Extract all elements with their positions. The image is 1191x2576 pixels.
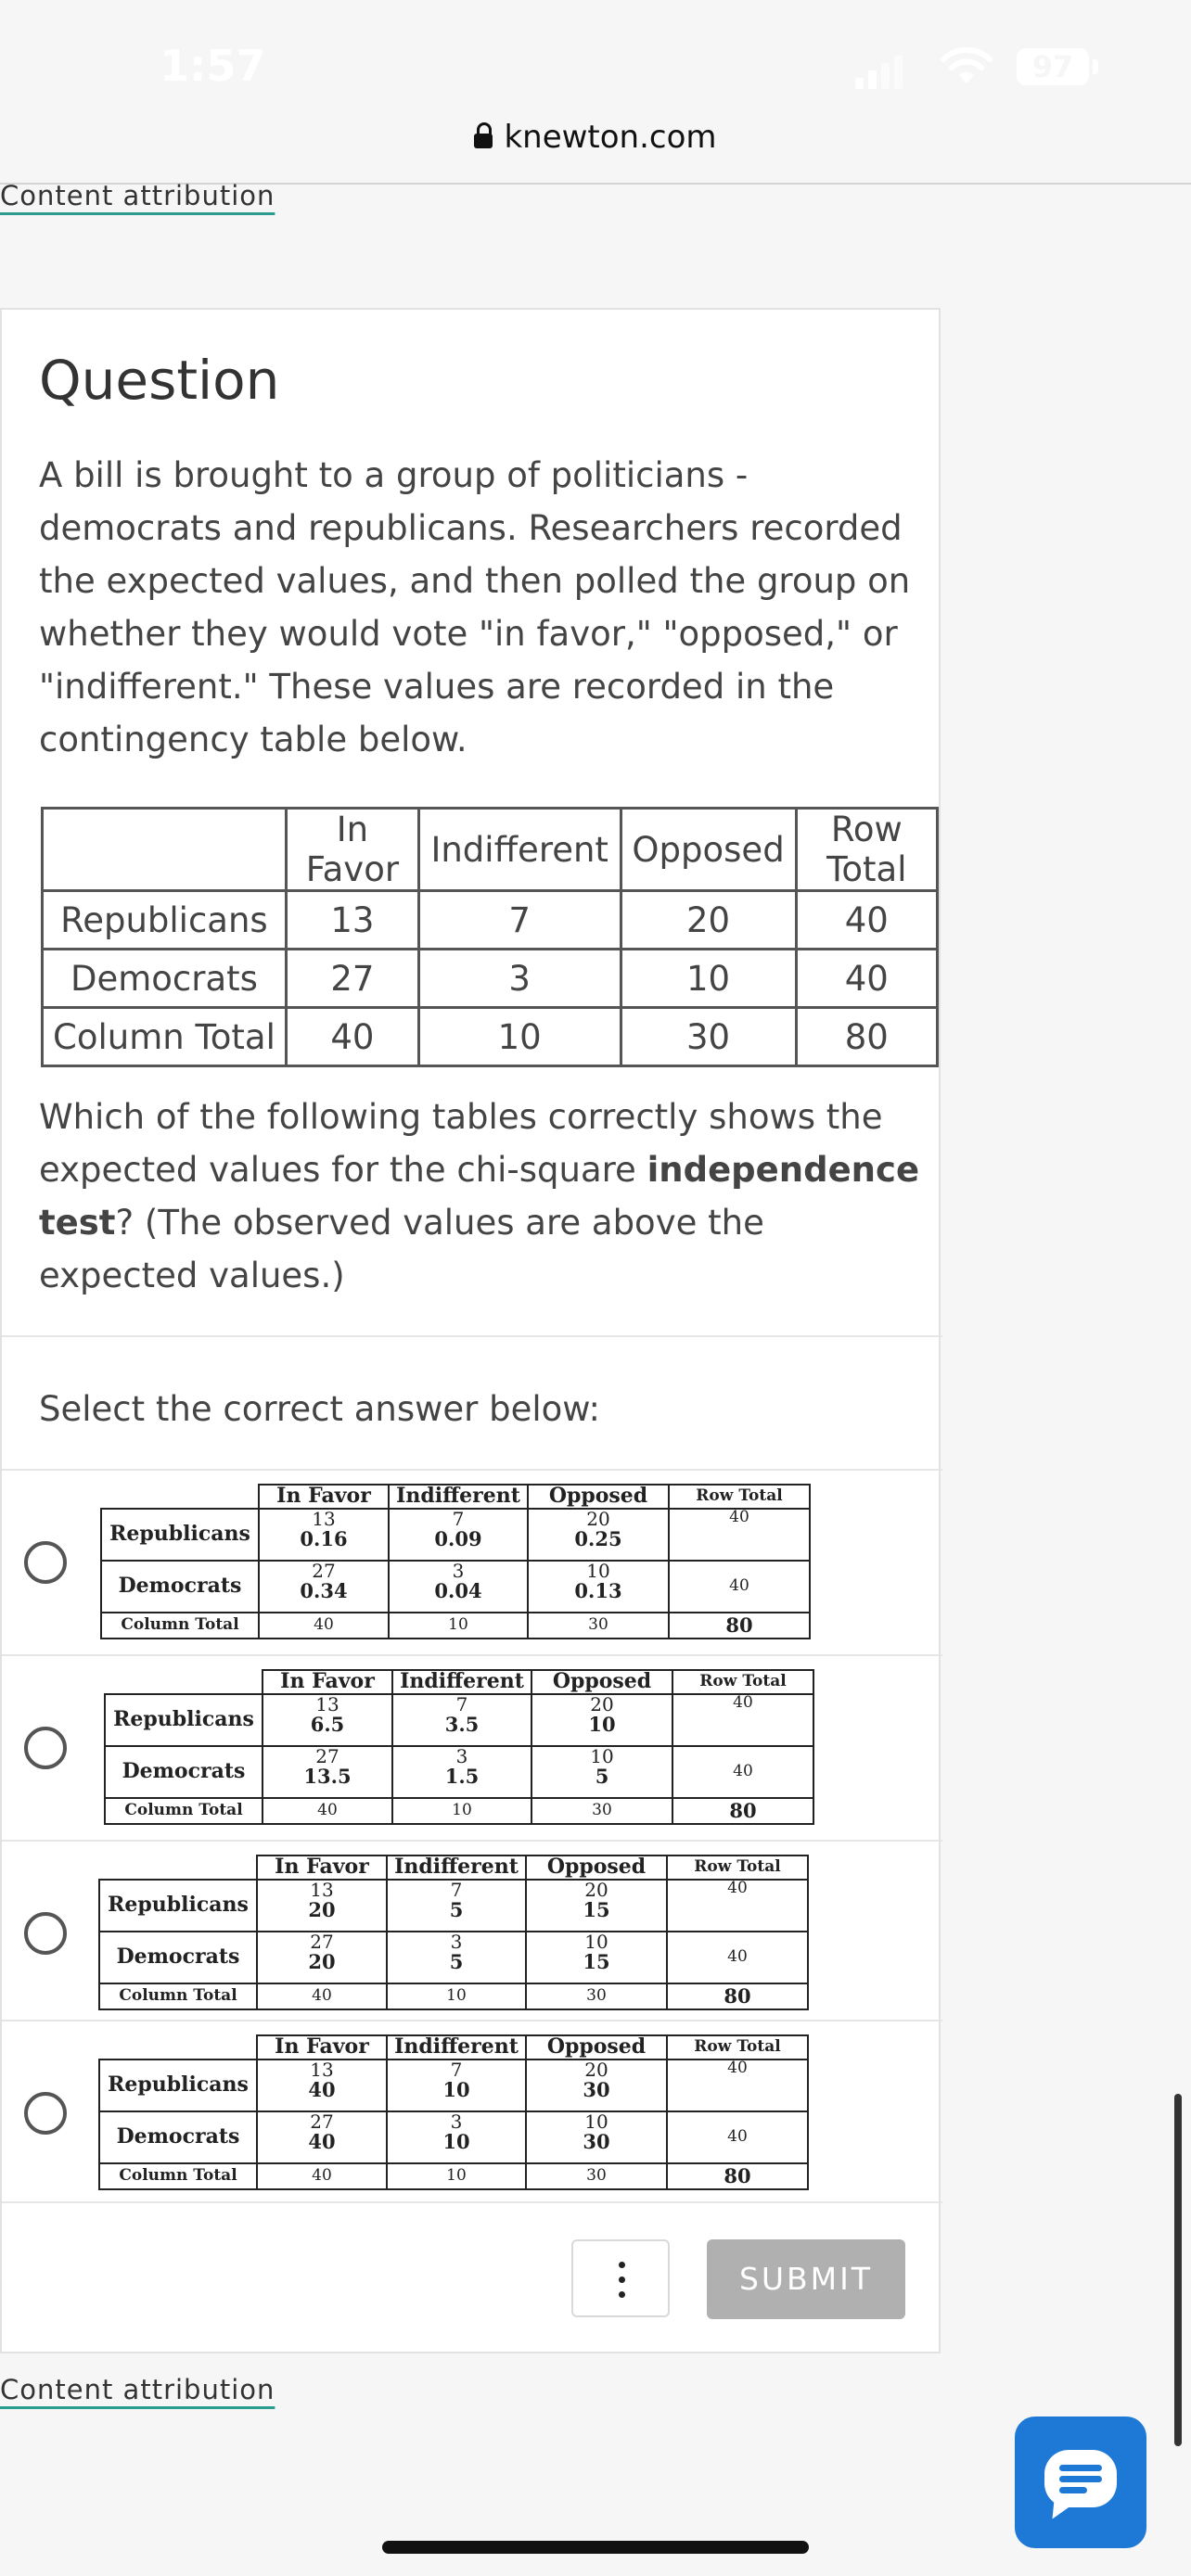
observed-value: 27	[310, 1931, 334, 1953]
prompt2-bold-test: test	[39, 1203, 116, 1243]
row-label: Republicans	[101, 1509, 259, 1561]
observed-value: 10	[584, 1931, 608, 1953]
table-cell	[257, 1880, 387, 1932]
table-cell	[667, 2060, 808, 2111]
row-label: Column Total	[105, 1798, 263, 1824]
expected-value: 40	[308, 2078, 336, 2101]
select-answer-label: Select the correct answer below:	[39, 1389, 600, 1429]
radio-button[interactable]	[24, 2092, 67, 2135]
observed-value: 13	[310, 1879, 334, 1901]
table-cell	[387, 2060, 526, 2111]
expected-value: 5	[595, 1765, 609, 1788]
observed-value: 27	[315, 1745, 339, 1767]
observed-value: 3	[450, 1931, 463, 1953]
table-header: In Favor	[257, 1855, 387, 1880]
chat-button[interactable]	[1015, 2417, 1146, 2548]
table-header: In Favor	[263, 1670, 392, 1694]
table-cell: 10	[387, 2163, 526, 2189]
row-label: Column Total	[99, 1983, 257, 2009]
expected-value: 0.25	[574, 1527, 622, 1550]
table-cell	[43, 809, 287, 891]
table-cell	[259, 1509, 389, 1561]
observed-value: 3	[450, 2111, 463, 2133]
table-cell: 7	[418, 891, 621, 950]
expected-value: 30	[583, 2078, 610, 2101]
row-label: Democrats	[101, 1561, 259, 1613]
expected-value: 20	[308, 1950, 336, 1973]
observed-value: 10	[586, 1560, 610, 1582]
expected-value: 3.5	[444, 1713, 480, 1736]
table-header: Row Total	[672, 1670, 813, 1694]
table-cell: 40	[796, 950, 937, 1008]
expected-value: 10	[442, 2130, 470, 2153]
table-cell	[259, 1561, 389, 1613]
table-cell: 10	[418, 1008, 621, 1066]
table-cell	[672, 1694, 813, 1746]
table-header-row	[43, 809, 938, 891]
chat-icon	[1044, 2450, 1117, 2507]
observed-value: 13	[312, 1508, 336, 1530]
table-cell: 30	[528, 1613, 669, 1639]
wifi-icon	[939, 46, 994, 87]
table-row	[99, 2163, 808, 2189]
table-cell	[672, 1746, 813, 1798]
table-cell	[531, 1746, 672, 1798]
table-cell: 80	[669, 1613, 810, 1639]
table-header: In Favor	[286, 809, 418, 891]
table-cell: 20	[621, 891, 796, 950]
observed-value: 40	[733, 1762, 753, 1781]
more-options-button[interactable]	[571, 2239, 670, 2317]
table-cell	[667, 2111, 808, 2163]
table-cell: 10	[389, 1613, 528, 1639]
table-header: Opposed	[528, 1485, 669, 1509]
table-row	[99, 1880, 808, 1932]
expected-value: 40	[308, 2130, 336, 2153]
row-label: Column Total	[99, 2163, 257, 2189]
table-cell	[389, 1509, 528, 1561]
battery-tip	[1093, 59, 1098, 74]
table-cell: 40	[796, 891, 937, 950]
expected-value: 5	[449, 1950, 464, 1973]
question-title: Question	[39, 349, 280, 412]
prompt2-bold-independence: independence	[647, 1150, 920, 1190]
table-cell: 40	[263, 1798, 392, 1824]
table-cell	[387, 1880, 526, 1932]
option-table	[100, 1484, 811, 1639]
table-row	[101, 1613, 810, 1639]
expected-value: 0.04	[434, 1579, 482, 1602]
option-table	[98, 2034, 809, 2190]
observed-value: 13	[315, 1693, 339, 1715]
observed-value: 20	[586, 1508, 610, 1530]
row-label: Democrats	[99, 2111, 257, 2163]
answer-option-2[interactable]	[2, 1654, 942, 1840]
status-time: 1:57	[160, 41, 266, 91]
radio-button[interactable]	[24, 1541, 67, 1584]
row-label: Republicans	[105, 1694, 263, 1746]
table-cell	[101, 1485, 259, 1509]
table-row	[105, 1694, 813, 1746]
row-label: Column Total	[101, 1613, 259, 1639]
table-header-row	[105, 1670, 813, 1694]
question-card	[0, 308, 941, 2353]
prompt2-text: Which of the following tables correctly shows the expected values for the chi-square	[39, 1097, 883, 1190]
table-cell: 40	[257, 1983, 387, 2009]
expected-value: 0.16	[300, 1527, 348, 1550]
table-cell: Republicans	[43, 891, 287, 950]
observed-value: 40	[733, 1693, 753, 1712]
expected-value: 10	[588, 1713, 616, 1736]
lock-icon	[474, 134, 493, 148]
option-table	[98, 1855, 809, 2010]
row-label: Republicans	[99, 2060, 257, 2111]
table-row	[99, 1983, 808, 2009]
expected-value: 0.09	[434, 1527, 482, 1550]
table-cell	[667, 1880, 808, 1932]
table-cell	[105, 1670, 263, 1694]
table-row	[99, 2111, 808, 2163]
table-cell: 30	[526, 1983, 667, 2009]
table-row	[99, 1932, 808, 1983]
table-cell	[263, 1694, 392, 1746]
table-cell: 80	[667, 2163, 808, 2189]
section-divider	[2, 1335, 942, 1337]
url-display[interactable]	[474, 119, 716, 156]
table-cell	[257, 1932, 387, 1983]
table-header: Row Total	[669, 1485, 810, 1509]
prompt2-text-end: ? (The observed values are above the expected values.)	[39, 1203, 764, 1295]
question-prompt-2	[39, 1090, 920, 1302]
observed-value: 10	[590, 1745, 614, 1767]
table-cell: 40	[257, 2163, 387, 2189]
observed-value: 13	[310, 2059, 334, 2081]
table-cell	[531, 1694, 672, 1746]
table-header: Opposed	[526, 1855, 667, 1880]
observed-value: 3	[452, 1560, 465, 1582]
cellular-signal-icon	[855, 52, 903, 89]
submit-button[interactable]: SUBMIT	[707, 2239, 905, 2319]
answer-option-3[interactable]	[2, 1840, 942, 2025]
table-header: Opposed	[621, 809, 796, 891]
observed-value: 40	[729, 1576, 749, 1596]
vertical-dots-icon	[619, 2262, 626, 2299]
table-cell	[263, 1746, 392, 1798]
table-cell	[389, 1561, 528, 1613]
option-table	[104, 1669, 814, 1825]
table-cell	[392, 1746, 531, 1798]
answer-option-4[interactable]	[2, 2020, 942, 2205]
table-cell: 80	[667, 1983, 808, 2009]
table-cell	[528, 1561, 669, 1613]
table-cell: 80	[796, 1008, 937, 1066]
observed-value: 20	[584, 2059, 608, 2081]
expected-value: 20	[308, 1898, 336, 1921]
table-header-row	[99, 1855, 808, 1880]
observed-value: 40	[729, 1508, 749, 1526]
expected-value: 0.34	[300, 1579, 348, 1602]
table-header: Indifferent	[387, 2035, 526, 2060]
home-indicator	[382, 2541, 809, 2554]
expected-value: 30	[583, 2130, 610, 2153]
table-row	[105, 1798, 813, 1824]
table-cell: 30	[526, 2163, 667, 2189]
section-divider	[2, 2201, 942, 2203]
table-cell: 10	[621, 950, 796, 1008]
expected-value: 5	[449, 1898, 464, 1921]
table-cell: Democrats	[43, 950, 287, 1008]
observed-value: 7	[450, 2059, 463, 2081]
observed-value: 40	[727, 1947, 748, 1967]
observed-value: 27	[310, 2111, 334, 2133]
table-header: Row Total	[796, 809, 937, 891]
table-cell	[669, 1509, 810, 1561]
row-label: Republicans	[99, 1880, 257, 1932]
table-cell: 10	[392, 1798, 531, 1824]
table-header: Row Total	[667, 2035, 808, 2060]
table-row	[101, 1509, 810, 1561]
contingency-table	[41, 807, 939, 1067]
table-cell	[387, 1932, 526, 1983]
observed-value: 20	[584, 1879, 608, 1901]
question-prompt: A bill is brought to a group of politicians - democrats and republicans. Researchers recorded the expected values, and then polled the group on whether they would vote "in favor," "opposed," or "indifferent." These values are recorded in the contingency table below.	[39, 455, 911, 759]
table-header: Indifferent	[392, 1670, 531, 1694]
table-cell	[526, 2060, 667, 2111]
table-cell	[669, 1561, 810, 1613]
expected-value: 13.5	[303, 1765, 352, 1788]
table-cell	[528, 1509, 669, 1561]
table-header-row	[99, 2035, 808, 2060]
table-row	[99, 2060, 808, 2111]
table-row	[43, 1008, 938, 1066]
observed-value: 7	[455, 1693, 468, 1715]
table-cell	[257, 2111, 387, 2163]
observed-value: 3	[455, 1745, 468, 1767]
table-cell: 30	[621, 1008, 796, 1066]
content-attribution-link-bottom[interactable]: Content attribution	[0, 2374, 275, 2405]
table-row	[43, 950, 938, 1008]
observed-value: 27	[312, 1560, 336, 1582]
expected-value: 10	[442, 2078, 470, 2101]
expected-value: 0.13	[574, 1579, 622, 1602]
table-cell: 40	[259, 1613, 389, 1639]
battery-icon: 97	[1017, 48, 1089, 85]
table-header: Opposed	[531, 1670, 672, 1694]
observed-value: 7	[452, 1508, 465, 1530]
expected-value: 6.5	[310, 1713, 345, 1736]
observed-value: 40	[727, 1879, 748, 1897]
row-label: Democrats	[99, 1932, 257, 1983]
expected-value: 15	[583, 1950, 610, 1973]
observed-value: 7	[450, 1879, 463, 1901]
table-header: In Favor	[257, 2035, 387, 2060]
table-cell: 3	[418, 950, 621, 1008]
table-cell: 13	[286, 891, 418, 950]
row-label: Democrats	[105, 1746, 263, 1798]
observed-value: 20	[590, 1693, 614, 1715]
table-cell: 80	[672, 1798, 813, 1824]
table-cell: 10	[387, 1983, 526, 2009]
address-bar[interactable]	[0, 109, 1191, 184]
table-cell	[667, 1932, 808, 1983]
table-header: Row Total	[667, 1855, 808, 1880]
answer-option-1[interactable]	[2, 1469, 942, 1654]
table-cell	[526, 1932, 667, 1983]
table-cell: 40	[286, 1008, 418, 1066]
table-cell	[526, 1880, 667, 1932]
observed-value: 40	[727, 2127, 748, 2147]
observed-value: 10	[584, 2111, 608, 2133]
table-cell: Column Total	[43, 1008, 287, 1066]
table-cell	[526, 2111, 667, 2163]
table-row	[105, 1746, 813, 1798]
table-cell	[392, 1694, 531, 1746]
expected-value: 15	[583, 1898, 610, 1921]
url-text: knewton.com	[504, 119, 717, 156]
table-cell: 27	[286, 950, 418, 1008]
table-cell	[257, 2060, 387, 2111]
expected-value: 1.5	[444, 1765, 480, 1788]
radio-button[interactable]	[24, 1912, 67, 1955]
scrollbar[interactable]	[1174, 2094, 1182, 2446]
radio-button[interactable]	[24, 1727, 67, 1769]
table-header: Indifferent	[418, 809, 621, 891]
observed-value: 40	[727, 2059, 748, 2077]
table-header: Indifferent	[389, 1485, 528, 1509]
table-header: Indifferent	[387, 1855, 526, 1880]
table-cell: 30	[531, 1798, 672, 1824]
table-cell	[387, 2111, 526, 2163]
table-cell	[99, 2035, 257, 2060]
table-header: In Favor	[259, 1485, 389, 1509]
table-header-row	[101, 1485, 810, 1509]
table-row	[101, 1561, 810, 1613]
content-attribution-link-top[interactable]: Content attribution	[0, 180, 275, 211]
table-row	[43, 891, 938, 950]
table-header: Opposed	[526, 2035, 667, 2060]
table-cell	[99, 1855, 257, 1880]
